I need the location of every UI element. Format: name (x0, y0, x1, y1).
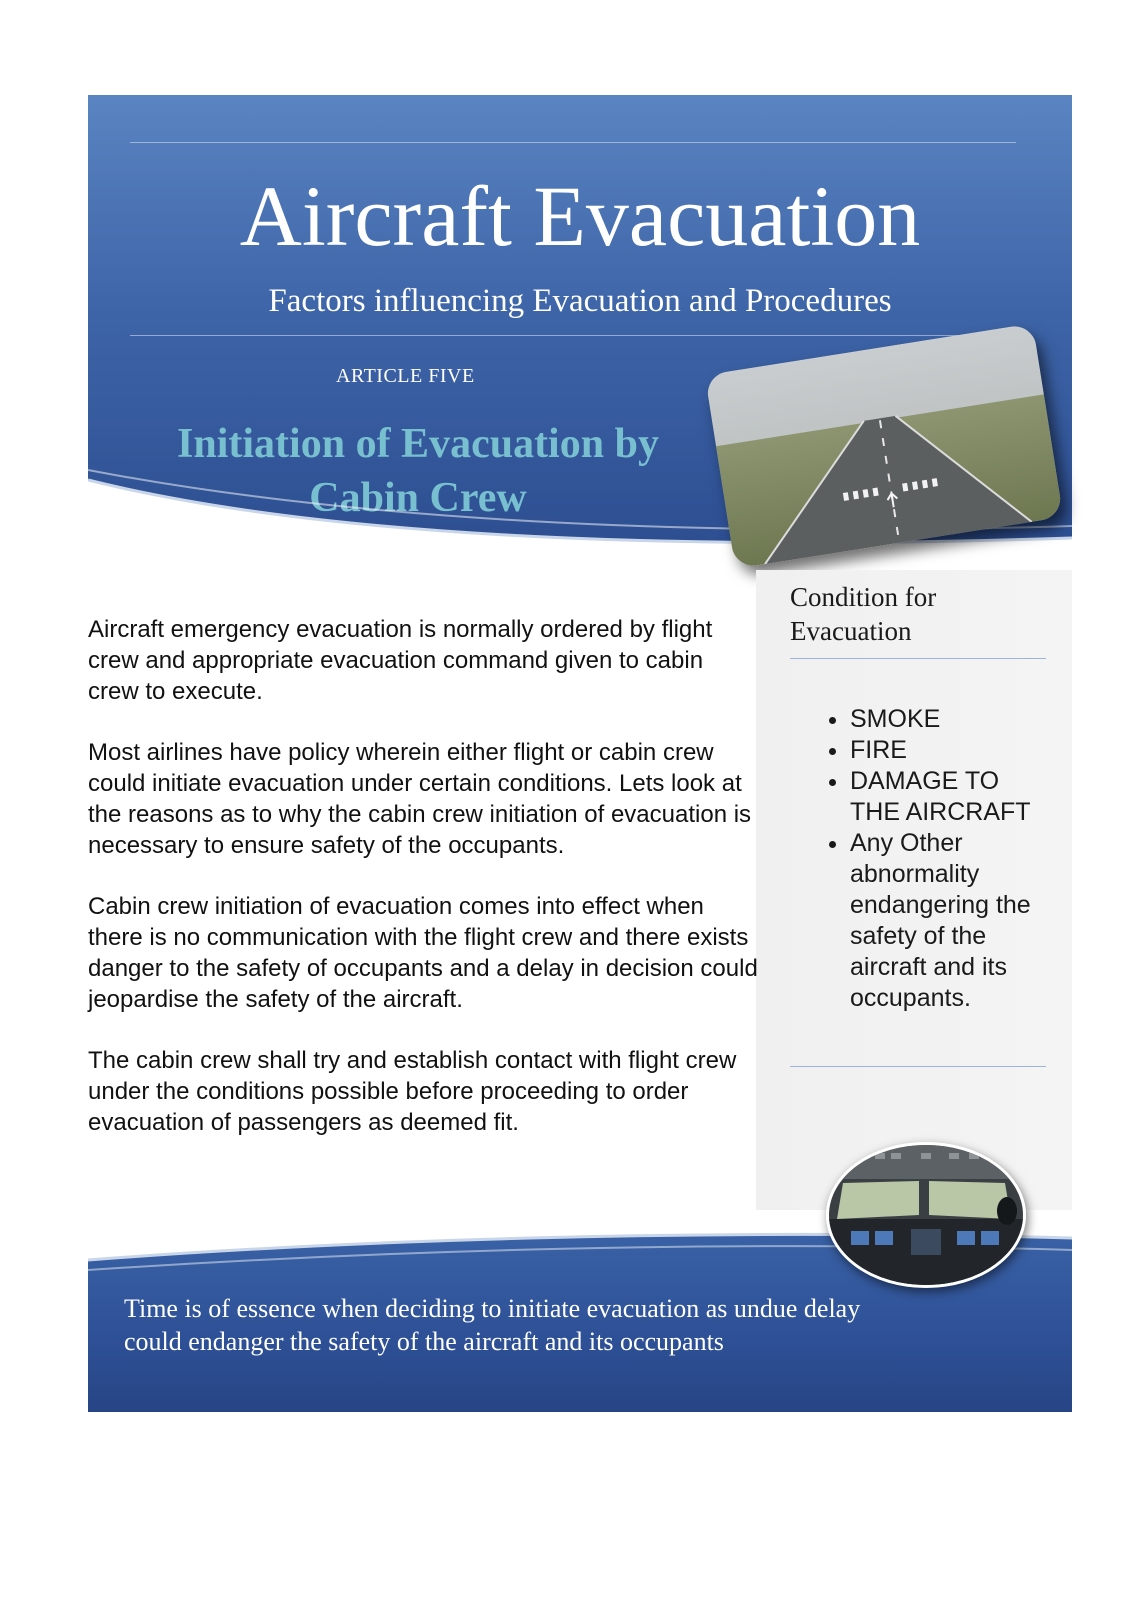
article-body (88, 614, 760, 1168)
conditions-list (794, 704, 1044, 1014)
page-subtitle: Factors influencing Evacuation and Procedures (268, 283, 892, 319)
list-item: • FIRE (850, 735, 1044, 766)
article-title-line1: Initiation of Evacuation by (177, 421, 659, 467)
page-title: Aircraft Evacuation (239, 168, 921, 264)
article-number: ARTICLE FIVE (336, 365, 475, 387)
body-paragraph: Cabin crew initiation of evacuation comes into effect when there is no communication with the flight crew and there exists danger to the safety of occupants and a delay in decision could jeopardise the safety of the aircraft. (88, 893, 758, 1013)
sidebar-title-line1: Condition for (790, 582, 937, 612)
body-paragraph: The cabin crew shall try and establish contact with flight crew under the conditions possible before proceeding to order evacuation of passengers as deemed fit. (88, 1047, 737, 1136)
sidebar-top-rule (790, 658, 1046, 659)
header-bottom-rule (130, 335, 1016, 336)
cockpit-image-icon (829, 1145, 1023, 1285)
body-paragraph: Aircraft emergency evacuation is normally ordered by flight crew and appropriate evacuation command given to cabin crew to execute. (88, 616, 713, 705)
cockpit-photo (826, 1142, 1026, 1288)
body-paragraph: Most airlines have policy wherein either flight or cabin crew could initiate evacuation under certain conditions. Lets look at the reasons as to why the cabin crew initiation of evacuation is necessary to ensure safety of the occupants. (88, 739, 752, 859)
conditions-sidebar (756, 570, 1072, 1210)
sidebar-title (790, 580, 936, 648)
list-item: • DAMAGE TO THE AIRCRAFT (850, 766, 1044, 828)
article-title-line2: Cabin Crew (309, 475, 527, 521)
sidebar-title-line2: Evacuation (790, 616, 912, 646)
footer-text: Time is of essence when deciding to initiate evacuation as undue delay could endanger the safety of the aircraft and its occupants (124, 1294, 861, 1356)
list-item: • SMOKE (850, 704, 1044, 735)
list-item: • Any Other abnormality endangering the safety of the aircraft and its occupants. (850, 828, 1044, 1014)
sidebar-bottom-rule (790, 1066, 1046, 1067)
header-top-rule (130, 142, 1016, 143)
